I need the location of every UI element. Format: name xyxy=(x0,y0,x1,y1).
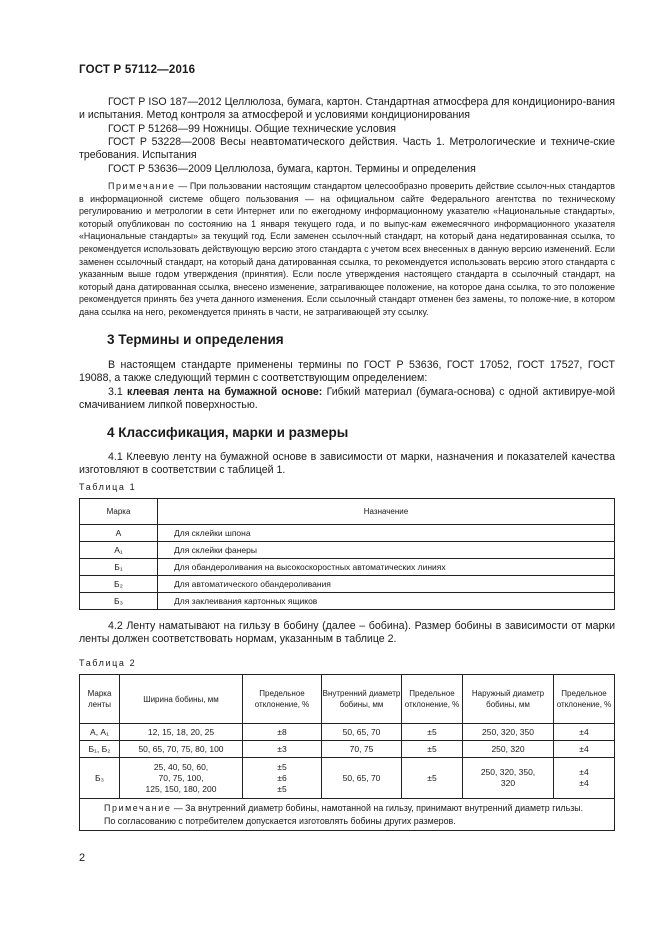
note-text: — За внутренний диаметр бобины, намотанной на гильзу, принимают внутренний диаметр гильзы. xyxy=(173,803,584,813)
table-1 xyxy=(79,498,615,610)
table-row xyxy=(80,525,615,542)
table-1-caption: Таблица 1 xyxy=(79,482,137,492)
table-cell xyxy=(120,758,243,799)
table-cell: 12, 15, 18, 20, 25 xyxy=(120,724,243,741)
section-3-paragraph: В настоящем стандарте применены термины по ГОСТ Р 53636, ГОСТ 17052, ГОСТ 17527, ГОСТ 19088, а также следующий термин с соответствующим определением: xyxy=(79,359,615,385)
table-note-row xyxy=(80,799,615,831)
table-2-header: Предельное отклонение, % xyxy=(554,675,615,724)
table-2-header: Внутренний диаметр бобины, мм xyxy=(322,675,402,724)
note-text: — При пользовании настоящим стандартом целесообразно проверить действие ссылоч-ных стандартов в информационной системе общего пользования — на официальном сайте Федерального агентства по техническому регулированию и метрологии в сети Интернет или по ежегодному информационному указателю «Национальные стандарты», который опубликован по состоянию на 1 января текущего года, и по выпус-кам ежемесячного информационного указателя «Национальные стандарты» за текущий год. Если заменен ссылоч-ный стандарт, на который дана недатированная ссылка, то рекомендуется использовать действующую версию этого стандарта с учетом всех внесенных в данную версию изменений. Если заменен ссылочный стандарт, на который дана датированная ссылка, то рекомендуется использовать версию этого стандарта с указанным выше годом утверждения (принятия). Если после утверждения настоящего стандарта в ссылочный стандарт, на который дана датированная ссылка, внесено изменение, затрагивающее положение, на которое дана ссылка, то это положение рекомендуется принять без учета данного изменения. Если ссылочный стандарт отменен без замены, то положе-ние, в котором дана ссылка на него, рекомендуется принять в части, не затрагивающей эту ссылку. xyxy=(79,181,615,317)
table-cell: ±8 xyxy=(243,724,322,741)
table-2-note-line: По согласованию с потребителем допускается изготовлять бобины других размеров. xyxy=(104,815,456,826)
paragraph-4-1: 4.1 Клеевую ленту на бумажной основе в зависимости от марки, назначения и показателей качества изготовляют в соответствии с таблицей 1. xyxy=(79,451,615,477)
table-cell: Б₃ xyxy=(80,758,120,799)
table-cell-mark: Б₃ xyxy=(80,593,158,610)
note-label: Примечание xyxy=(104,803,172,813)
note-label: Примечание xyxy=(108,181,176,191)
table-cell-mark: Б₂ xyxy=(80,576,158,593)
table-2-header: Наружный диаметр бобины, мм xyxy=(463,675,554,724)
reference-53636: ГОСТ Р 53636—2009 Целлюлоза, бумага, картон. Термины и определения xyxy=(108,163,476,175)
table-cell xyxy=(243,758,322,799)
reference-53228: ГОСТ Р 53228—2008 Весы неавтоматического действия. Часть 1. Метрологические и техниче-ские требования. Испытания xyxy=(79,136,615,162)
table-row xyxy=(80,576,615,593)
term-number: 3.1 xyxy=(108,386,123,398)
paragraph-4-2: 4.2 Ленту наматывают на гильзу в бобину (далее – бобина). Размер бобины в зависимости от марки ленты должен соответствовать нормам, указанным в таблице 2. xyxy=(79,620,615,646)
table-cell: 250, 320, 350 xyxy=(463,724,554,741)
table-row xyxy=(80,758,615,799)
table-row xyxy=(80,593,615,610)
table-cell: ±5 xyxy=(402,724,463,741)
table-cell: Б₁, Б₂ xyxy=(80,741,120,758)
cell-line: ±5 xyxy=(277,761,287,772)
table-cell: ±4 xyxy=(554,724,615,741)
term-name: клеевая лента на бумажной основе: xyxy=(127,386,323,398)
table-cell: ±4 xyxy=(554,741,615,758)
table-row xyxy=(80,542,615,559)
table-row xyxy=(80,559,615,576)
cell-line: ±4 xyxy=(579,778,589,788)
table-cell-mark: Б₁ xyxy=(80,559,158,576)
table-cell: ±5 xyxy=(402,758,463,799)
cell-line: ±4 xyxy=(579,767,589,777)
table-cell: 50, 65, 70 xyxy=(322,724,402,741)
table-2-header: Предельное отклонение, % xyxy=(402,675,463,724)
table-2-header: Ширина бобины, мм xyxy=(120,675,243,724)
term-definition: Гибкий материал (бумага-основа) с одной активируе-мой смачиванием липкой поверхностью. xyxy=(79,386,615,412)
table-2-note-line xyxy=(84,802,614,815)
table-cell: ±3 xyxy=(243,741,322,758)
table-row xyxy=(80,724,615,741)
reference-51268: ГОСТ Р 51268—99 Ножницы. Общие технические условия xyxy=(108,123,397,135)
table-1-header-purpose: Назначение xyxy=(158,499,615,525)
table-1-header-mark: Марка xyxy=(80,499,158,525)
cell-line: ±6 xyxy=(277,772,287,783)
page-number: 2 xyxy=(79,852,86,864)
table-row xyxy=(80,741,615,758)
table-cell-mark: А₁ xyxy=(80,542,158,559)
term-3-1 xyxy=(79,386,615,412)
cell-line: 25, 40, 50, 60, xyxy=(153,761,209,772)
table-cell: 50, 65, 70 xyxy=(322,758,402,799)
table-cell xyxy=(554,758,615,799)
cell-line: 125, 150, 180, 200 xyxy=(145,783,217,794)
table-2-header: Марка ленты xyxy=(80,675,120,724)
cell-line: 250, 320, 350, xyxy=(480,767,536,777)
table-cell: 250, 320 xyxy=(463,741,554,758)
table-cell: ±5 xyxy=(402,741,463,758)
table-cell-purpose: Для склейки фанеры xyxy=(158,542,615,559)
table-cell-purpose: Для автоматического обандероливания xyxy=(158,576,615,593)
table-cell: 50, 65, 70, 75, 80, 100 xyxy=(120,741,243,758)
table-2-note xyxy=(80,799,615,831)
table-cell: А, А₁ xyxy=(80,724,120,741)
table-2-caption: Таблица 2 xyxy=(79,658,137,668)
table-cell-purpose: Для склейки шпона xyxy=(158,525,615,542)
document-header: ГОСТ Р 57112—2016 xyxy=(79,64,196,76)
section-3-heading: 3 Термины и определения xyxy=(107,332,284,347)
table-cell xyxy=(463,758,554,799)
reference-iso187: ГОСТ Р ISO 187—2012 Целлюлоза, бумага, картон. Стандартная атмосфера для кондициониро-вания и испытания. Метод контроля за атмосферой и условиями кондиционирования xyxy=(79,96,615,122)
table-2-header: Предельное отклонение, % xyxy=(243,675,322,724)
section-4-heading: 4 Классификация, марки и размеры xyxy=(107,425,349,440)
cell-line: 320 xyxy=(500,778,516,788)
table-cell-mark: А xyxy=(80,525,158,542)
table-cell-purpose: Для заклеивания картонных ящиков xyxy=(158,593,615,610)
table-2 xyxy=(79,674,615,831)
cell-line: 70, 75, 100, xyxy=(158,772,204,783)
cell-line: ±5 xyxy=(277,783,287,794)
table-cell-purpose: Для обандероливания на высокоскоростных автоматических линиях xyxy=(158,559,615,576)
note-references xyxy=(79,180,615,319)
table-cell: 70, 75 xyxy=(322,741,402,758)
